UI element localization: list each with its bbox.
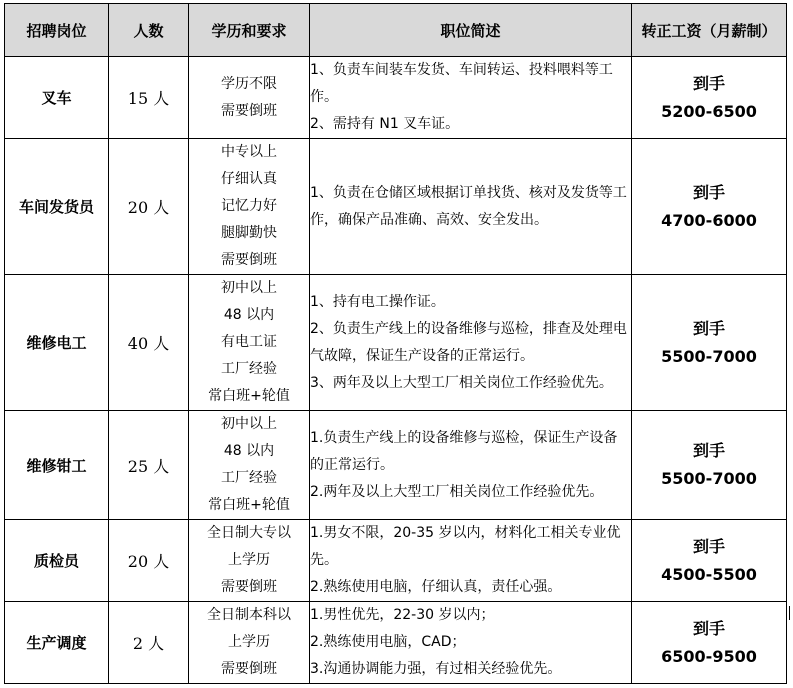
description-line: 2.熟练使用电脑，CAD； xyxy=(310,634,466,650)
salary-cell xyxy=(632,602,787,684)
requirement-line: 工厂经验 xyxy=(221,470,277,486)
salary-range: 4500-5500 xyxy=(661,564,757,584)
table-row xyxy=(5,411,787,520)
requirement-line: 全日制本科以 xyxy=(207,607,291,623)
requirement-line: 初中以上 xyxy=(221,416,277,432)
description-line: 1.男性优先，22-30 岁以内； xyxy=(310,607,495,623)
salary-label: 到手 xyxy=(692,182,725,202)
salary-label: 到手 xyxy=(692,318,725,338)
description-line: 2、需持有 N1 叉车证。 xyxy=(310,116,460,132)
description-line: 2.熟练使用电脑，仔细认真，责任心强。 xyxy=(310,579,562,595)
header-salary: 转正工资（月薪制） xyxy=(632,4,787,57)
headcount: 15 人 xyxy=(109,57,189,139)
salary-range: 5200-6500 xyxy=(661,101,757,121)
description-line: 1、负责车间装车发货、车间转运、投料喂料等工作。 xyxy=(310,62,613,105)
salary-range: 6500-9500 xyxy=(661,646,757,666)
requirement-line: 初中以上 xyxy=(221,280,277,296)
salary-range: 4700-6000 xyxy=(661,210,757,230)
requirement-line: 需要倒班 xyxy=(221,252,277,268)
requirements-cell xyxy=(189,57,310,139)
table-row xyxy=(5,520,787,602)
requirement-line: 上学历 xyxy=(228,552,270,568)
headcount: 20 人 xyxy=(109,139,189,275)
requirements-cell xyxy=(189,275,310,411)
headcount: 40 人 xyxy=(109,275,189,411)
requirement-line: 需要倒班 xyxy=(221,102,277,119)
requirement-line: 工厂经验 xyxy=(221,361,277,377)
salary-label: 到手 xyxy=(692,536,725,556)
header-count: 人数 xyxy=(109,4,189,57)
requirement-line: 记忆力好 xyxy=(221,198,277,214)
salary-cell xyxy=(632,139,787,275)
description-line: 3、两年及以上大型工厂相关岗位工作经验优先。 xyxy=(310,374,613,391)
headcount: 25 人 xyxy=(109,411,189,520)
salary-range: 5500-7000 xyxy=(661,346,757,366)
salary-label: 到手 xyxy=(692,618,725,638)
description-cell xyxy=(310,411,632,520)
salary-cell xyxy=(632,275,787,411)
requirement-line: 常白班+轮值 xyxy=(208,497,290,513)
position-title: 维修钳工 xyxy=(5,411,109,520)
requirement-line: 上学历 xyxy=(228,634,270,650)
requirement-line: 学历不限 xyxy=(221,75,277,92)
requirement-line: 中专以上 xyxy=(221,144,277,160)
requirement-line: 48 以内 xyxy=(223,307,275,323)
description-line: 1.男女不限，20-35 岁以内，材料化工相关专业优先。 xyxy=(310,525,621,568)
position-title: 生产调度 xyxy=(5,602,109,684)
description-line: 1.负责生产线上的设备维修与巡检，保证生产设备的正常运行。 xyxy=(310,429,618,473)
requirement-line: 需要倒班 xyxy=(221,579,277,595)
header-position: 招聘岗位 xyxy=(5,4,109,57)
requirement-line: 需要倒班 xyxy=(221,661,277,677)
requirement-line: 48 以内 xyxy=(223,443,275,459)
description-line: 3.沟通协调能力强，有过相关经验优先。 xyxy=(310,661,562,677)
position-title: 车间发货员 xyxy=(5,139,109,275)
description-line: 2.两年及以上大型工厂相关岗位工作经验优先。 xyxy=(310,483,604,500)
header-description: 职位简述 xyxy=(310,4,632,57)
position-title: 维修电工 xyxy=(5,275,109,411)
requirements-cell xyxy=(189,411,310,520)
headcount: 20 人 xyxy=(109,520,189,602)
description-line: 2、负责生产线上的设备维修与巡检，排查及处理电气故障，保证生产设备的正常运行。 xyxy=(310,320,627,364)
requirements-cell xyxy=(189,602,310,684)
salary-cell xyxy=(632,57,787,139)
description-cell xyxy=(310,602,632,684)
requirements-cell xyxy=(189,139,310,275)
description-line: 1、负责在仓储区域根据订单找货、核对及发货等工作，确保产品准确、高效、安全发出。 xyxy=(310,184,627,228)
position-title: 质检员 xyxy=(5,520,109,602)
recruitment-table xyxy=(4,3,787,684)
salary-label: 到手 xyxy=(692,441,725,460)
headcount: 2 人 xyxy=(109,602,189,684)
requirements-cell xyxy=(189,520,310,602)
requirement-line: 腿脚勤快 xyxy=(221,225,277,241)
header-row xyxy=(5,4,787,57)
salary-cell xyxy=(632,411,787,520)
requirement-line: 有电工证 xyxy=(221,334,277,350)
requirement-line: 常白班+轮值 xyxy=(208,388,290,404)
table-row xyxy=(5,602,787,684)
description-cell xyxy=(310,57,632,139)
table-row xyxy=(5,57,787,139)
description-cell xyxy=(310,520,632,602)
requirement-line: 仔细认真 xyxy=(221,171,277,187)
header-requirements: 学历和要求 xyxy=(189,4,310,57)
position-title: 叉车 xyxy=(5,57,109,139)
description-cell xyxy=(310,139,632,275)
salary-cell xyxy=(632,520,787,602)
description-cell xyxy=(310,275,632,411)
requirement-line: 全日制大专以 xyxy=(207,525,291,541)
table-row xyxy=(5,275,787,411)
edge-divider xyxy=(789,606,790,620)
table-row xyxy=(5,139,787,275)
description-line: 1、持有电工操作证。 xyxy=(310,293,445,310)
salary-label: 到手 xyxy=(692,73,725,93)
salary-range: 5500-7000 xyxy=(661,469,757,488)
